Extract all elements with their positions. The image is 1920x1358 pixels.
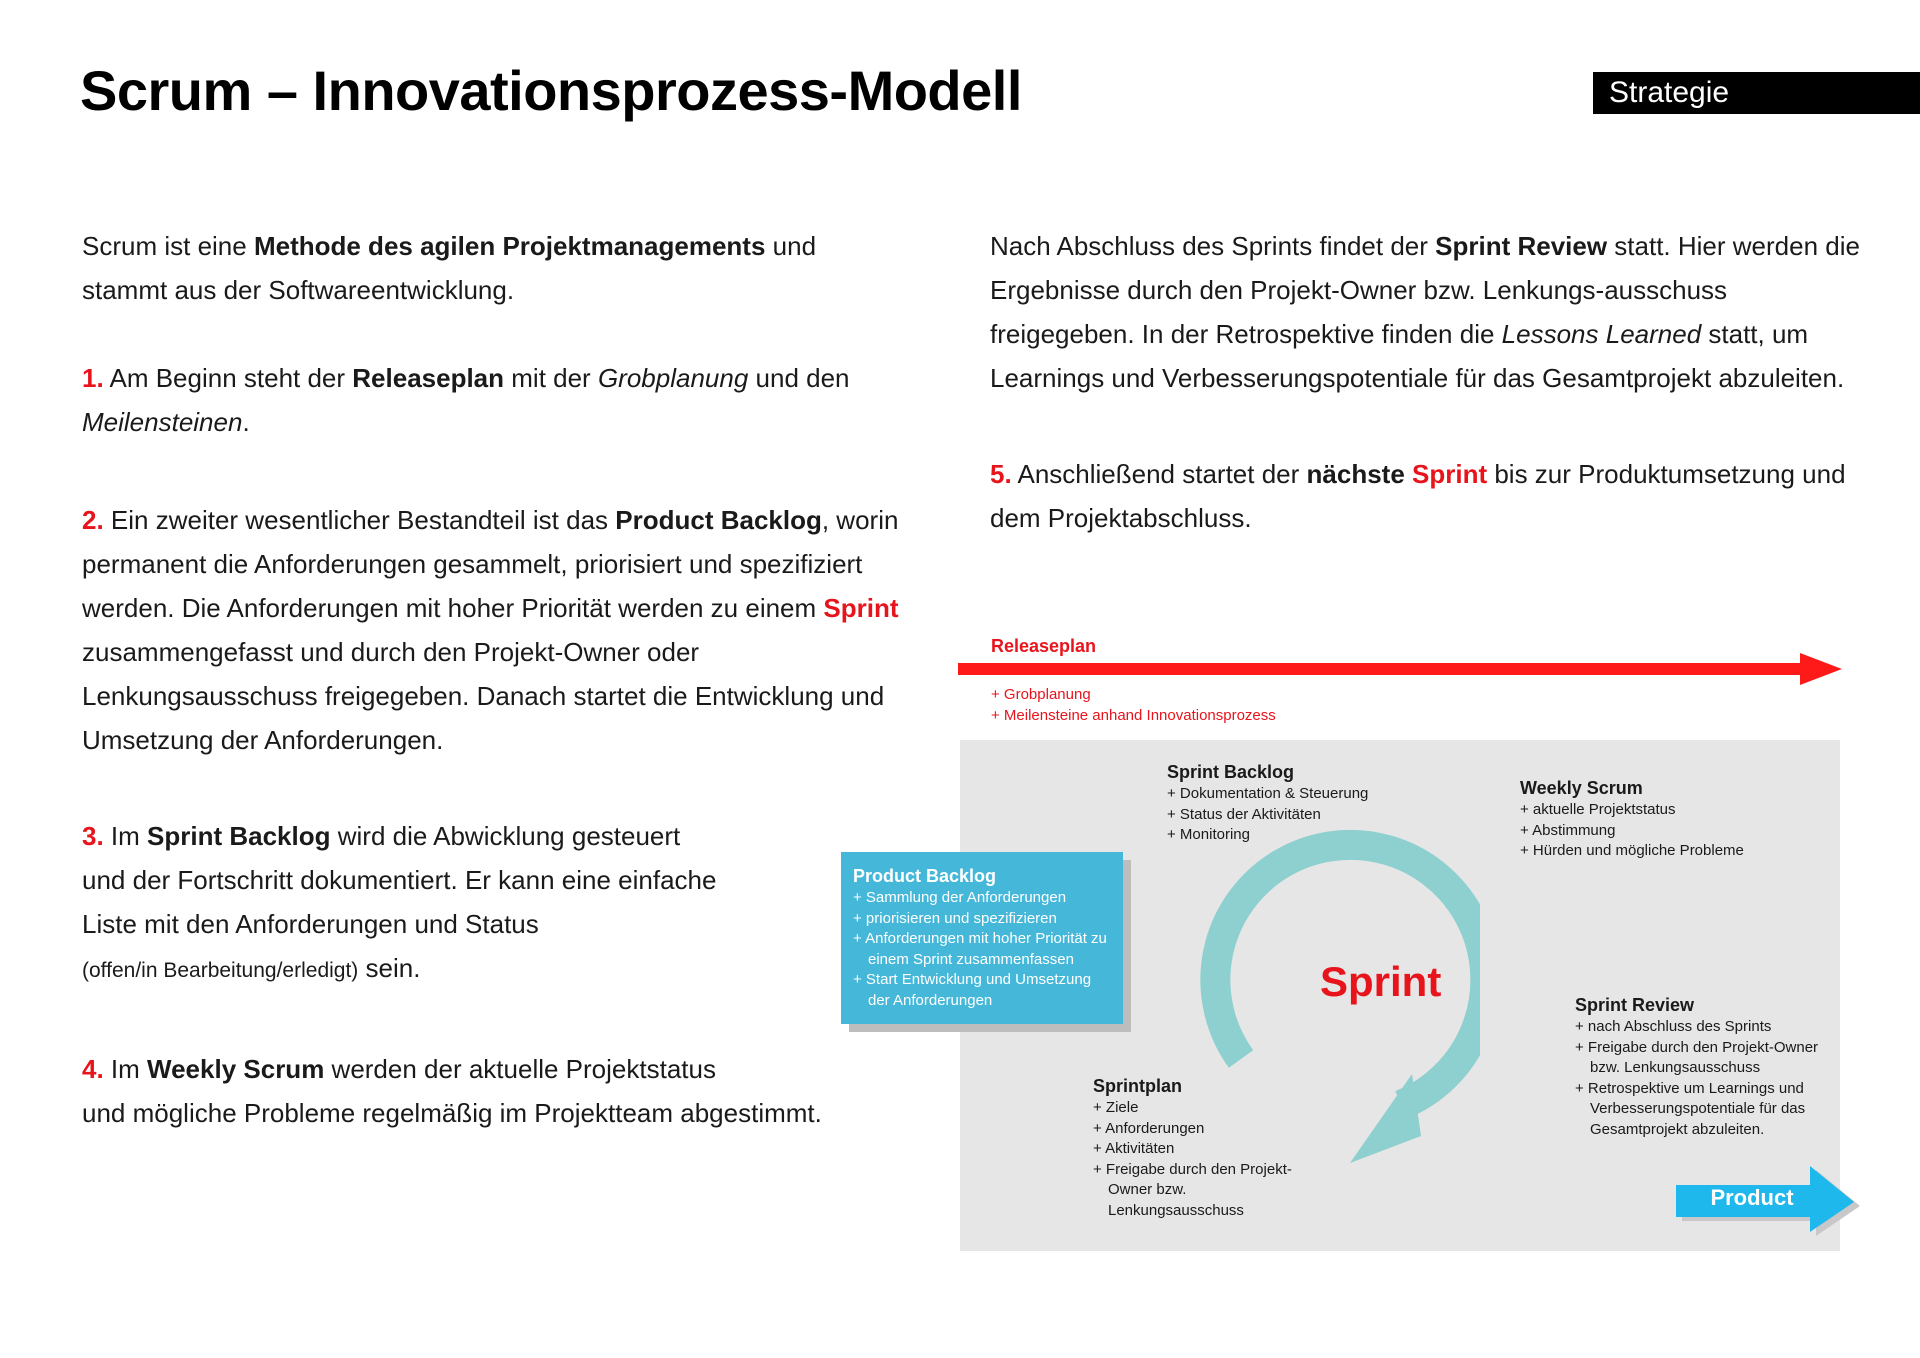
step1-text: und den: [748, 363, 850, 393]
step5-paragraph: [990, 452, 1870, 540]
intro-bold: Methode des agilen Projektmanagements: [253, 231, 766, 261]
product-backlog-item: + Sammlung der Anforderungen: [853, 889, 1067, 906]
sprintplan-item: + Freigabe durch den Projekt-Owner bzw. Lenkungsausschuss: [1093, 1160, 1292, 1219]
sprintplan-item: + Ziele: [1093, 1099, 1139, 1116]
intro-text: Scrum ist eine: [82, 231, 254, 261]
step2-paragraph: [82, 498, 902, 762]
page-title: Scrum – Innovationsprozess-Modell: [80, 59, 1022, 122]
step2-sprint-highlight: Sprint: [823, 593, 899, 623]
step-number: 4.: [82, 1054, 104, 1084]
intro-paragraph: [82, 224, 902, 312]
step3-text: Liste mit den Anforderungen und Status: [82, 909, 539, 939]
releaseplan-item: + Meilensteine anhand Innovationsprozess: [991, 707, 1276, 724]
product-backlog-item: + Start Entwicklung und Umsetzung der Anforderungen: [853, 971, 1092, 1009]
step3-text: sein.: [358, 953, 421, 983]
weekly-scrum-title: Weekly Scrum: [1520, 778, 1643, 798]
step4-text: Im: [103, 1054, 148, 1084]
right-text-column: [990, 224, 1870, 540]
sprint-review-item: + nach Abschluss des Sprints: [1575, 1018, 1772, 1035]
sprint-backlog-item: + Monitoring: [1167, 826, 1250, 843]
review-text: statt. Hier werden die Ergebnisse durch den Projekt-Owner bzw. Lenkungs-ausschuss freigegeben. In der Retrospektive finden die: [990, 231, 1860, 349]
review-text: Nach Abschluss des Sprints findet der: [990, 231, 1436, 261]
step1-text: Am Beginn steht der: [103, 363, 353, 393]
step4-text: werden der aktuelle Projektstatus: [324, 1054, 716, 1084]
review-paragraph: [990, 224, 1870, 400]
left-text-column: [82, 224, 902, 1135]
weekly-scrum-item: + Hürden und mögliche Probleme: [1520, 842, 1744, 859]
sprint-center-label: Sprint: [1320, 958, 1442, 1005]
step4-paragraph: [82, 1047, 902, 1135]
step3-text: Im: [103, 821, 148, 851]
step3-text: wird die Abwicklung gesteuert: [330, 821, 681, 851]
releaseplan-notes: [991, 684, 1276, 726]
sprint-backlog-block: [1167, 760, 1368, 846]
weekly-scrum-block: [1520, 776, 1744, 862]
step1-italic: Grobplanung: [597, 363, 749, 393]
sprintplan-title: Sprintplan: [1093, 1076, 1182, 1096]
weekly-scrum-item: + Abstimmung: [1520, 821, 1616, 839]
step1-paragraph: [82, 356, 902, 444]
product-backlog-title: Product Backlog: [853, 866, 997, 886]
step-number: 3.: [82, 821, 104, 851]
step3-bold: Sprint Backlog: [147, 821, 331, 851]
releaseplan-arrow-icon: [958, 652, 1843, 686]
step-number: 5.: [990, 459, 1012, 489]
step4-bold: Weekly Scrum: [147, 1054, 325, 1084]
step4-text: und mögliche Probleme regelmäßig im Projektteam abgestimmt.: [82, 1098, 822, 1128]
sprintplan-block: [1093, 1074, 1293, 1221]
sprintplan-item: + Anforderungen: [1093, 1119, 1205, 1137]
sprint-backlog-item: + Dokumentation & Steuerung: [1167, 785, 1369, 802]
review-text: statt, um Learnings und Verbesserungspotentiale für das Gesamtprojekt abzuleiten.: [990, 319, 1845, 393]
step5-sprint-highlight: Sprint: [1412, 459, 1488, 489]
releaseplan-label: Releaseplan: [991, 636, 1097, 656]
step2-bold: Product Backlog: [615, 505, 822, 535]
step-number: 1.: [82, 363, 104, 393]
sprint-backlog-title: Sprint Backlog: [1167, 762, 1295, 782]
sprint-review-title: Sprint Review: [1575, 995, 1695, 1015]
step5-text: bis zur Produktumsetzung und dem Projektabschluss.: [990, 459, 1846, 533]
category-tag: Strategie: [1593, 72, 1920, 114]
step2-text: zusammengefasst und durch den Projekt-Owner oder Lenkungsausschuss freigegeben. Danach startet die Entwicklung und Umsetzung der Anforderungen.: [82, 637, 885, 755]
step5-text: Anschließend startet der: [1011, 459, 1307, 489]
step1-bold: Releaseplan: [352, 363, 505, 393]
sprint-review-item: + Freigabe durch den Projekt-Owner bzw. Lenkungsausschuss: [1575, 1038, 1819, 1076]
step3-status-note: (offen/in Bearbeitung/erledigt): [82, 959, 359, 982]
step-number: 2.: [82, 505, 104, 535]
sprint-review-block: [1575, 993, 1825, 1140]
step1-italic: Meilensteinen: [82, 407, 243, 437]
intro-text-end: und stammt aus der Softwareentwicklung.: [82, 231, 817, 305]
product-backlog-item: + Anforderungen mit hoher Priorität zu einem Sprint zusammenfassen: [853, 930, 1107, 968]
step1-text: .: [242, 407, 250, 437]
step3-text: und der Fortschritt dokumentiert. Er kann eine einfache: [82, 865, 717, 895]
review-bold: Sprint Review: [1435, 231, 1608, 261]
step1-text: mit der: [504, 363, 598, 393]
product-label: Product: [1710, 1185, 1794, 1210]
sprint-backlog-item: + Status der Aktivitäten: [1167, 805, 1321, 823]
step5-bold: nächste: [1306, 459, 1405, 489]
product-backlog-box: [841, 852, 1123, 1024]
review-italic: Lessons Learned: [1501, 319, 1702, 349]
step2-text: Ein zweiter wesentlicher Bestandteil ist das: [103, 505, 616, 535]
step3-paragraph: [82, 814, 902, 993]
product-backlog-item: + priorisieren und spezifizieren: [853, 909, 1057, 927]
releaseplan-item: + Grobplanung: [991, 686, 1091, 703]
sprintplan-item: + Aktivitäten: [1093, 1140, 1175, 1157]
sprint-review-item: + Retrospektive um Learnings und Verbesserungspotentiale für das Gesamtprojekt abzuleiten.: [1575, 1079, 1806, 1138]
weekly-scrum-item: + aktuelle Projektstatus: [1520, 801, 1676, 818]
step2-text: , worin permanent die Anforderungen gesammelt, priorisiert und spezifiziert werden. Die Anforderungen mit hoher Priorität werden zu einem: [82, 505, 899, 623]
